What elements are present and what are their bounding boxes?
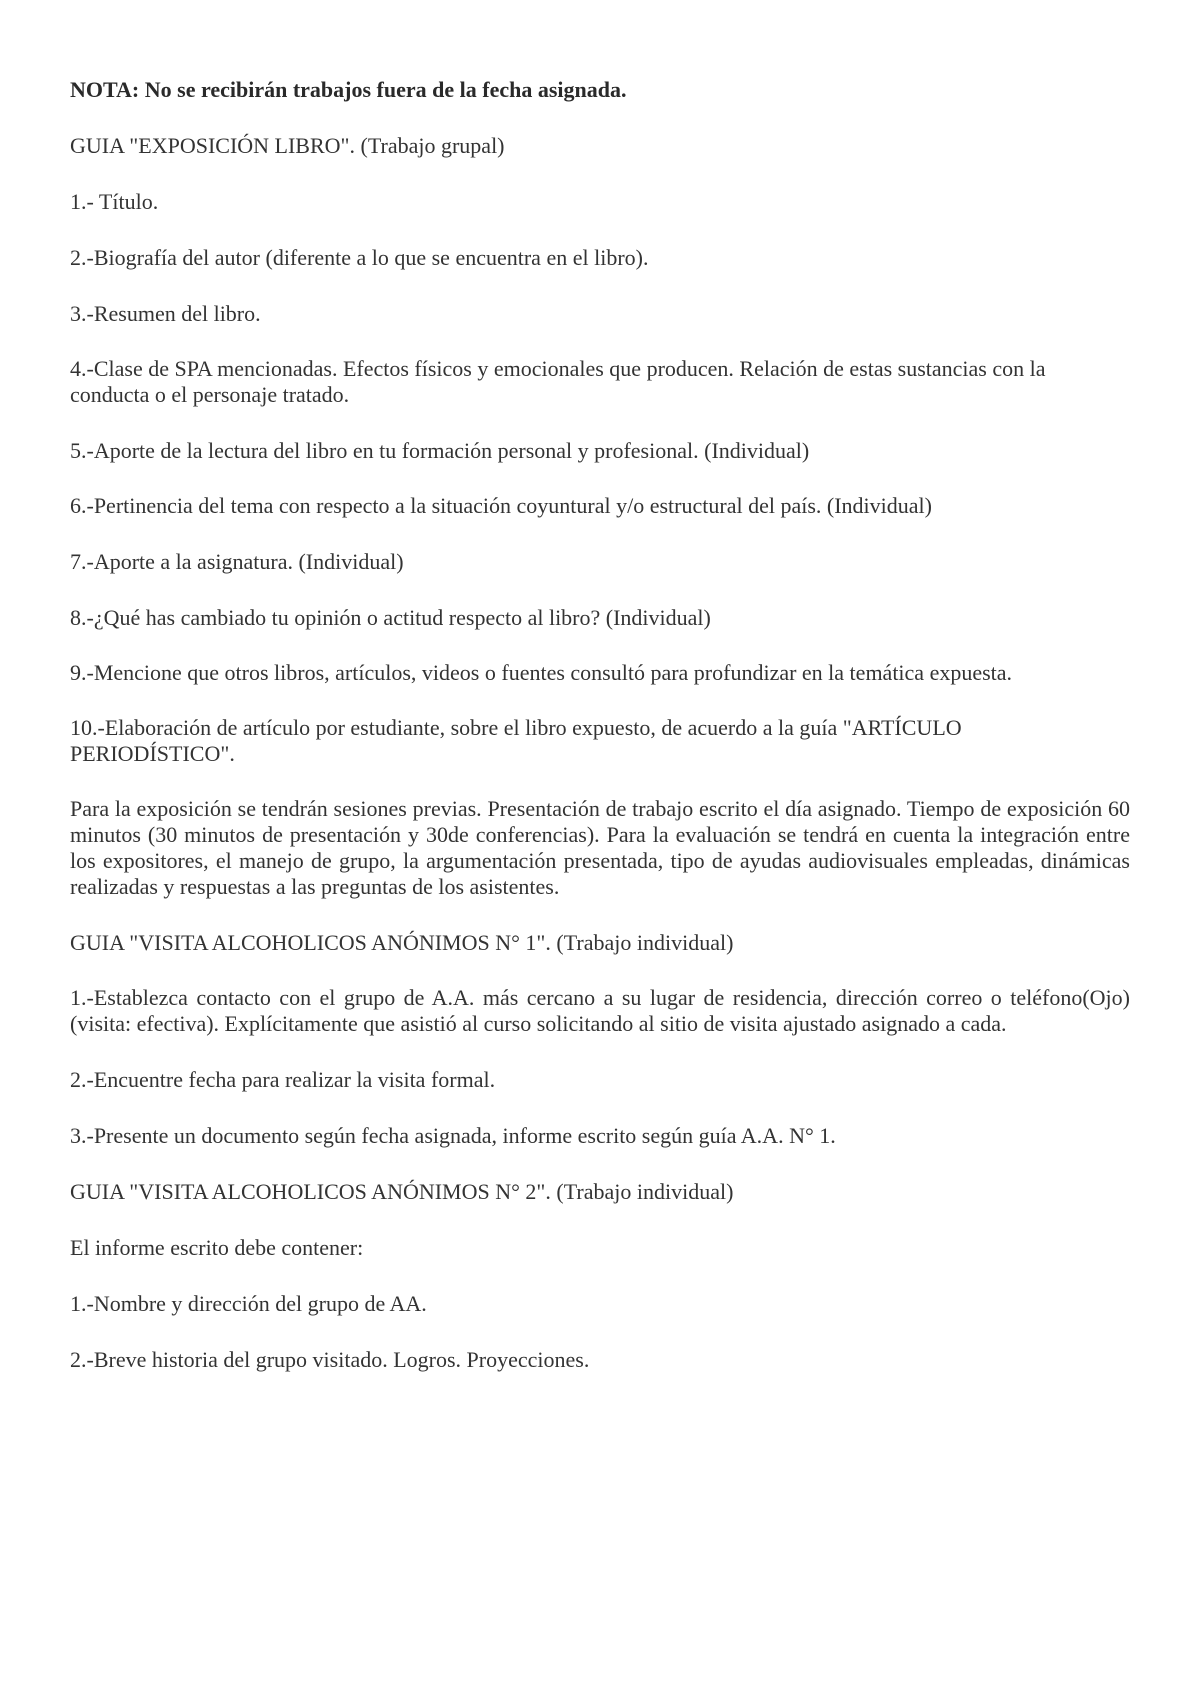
list-item: 3.-Presente un documento según fecha asignada, informe escrito según guía A.A. N° 1. <box>70 1123 836 1148</box>
list-item: 1.- Título. <box>70 189 159 214</box>
section-heading-visita-1: GUIA "VISITA ALCOHOLICOS ANÓNIMOS N° 1". (Trabajo individual) <box>70 930 734 955</box>
list-item: 2.-Biografía del autor (diferente a lo que se encuentra en el libro). <box>70 245 649 270</box>
list-item: 1.-Establezca contacto con el grupo de A.A. más cercano a su lugar de residencia, dirección correo o teléfono(Ojo)(visita: efectiva). Explícitamente que asistió al curso solicitando al sitio de visita ajustado asignado a cada. <box>70 985 1130 1036</box>
visita-2-intro: El informe escrito debe contener: <box>70 1235 364 1260</box>
list-item: 8.-¿Qué has cambiado tu opinión o actitud respecto al libro? (Individual) <box>70 605 711 630</box>
list-item: 3.-Resumen del libro. <box>70 301 261 326</box>
list-item: 4.-Clase de SPA mencionadas. Efectos físicos y emocionales que producen. Relación de estas sustancias con la conducta o el personaje tratado. <box>70 356 1046 407</box>
exposicion-closing-paragraph: Para la exposición se tendrán sesiones previas. Presentación de trabajo escrito el día asignado. Tiempo de exposición 60 minutos (30 minutos de presentación y 30de conferencias). Para la evaluación se tendrá en cuenta la integración entre los expositores, el manejo de grupo, la argumentación presentada, tipo de ayudas audiovisuales empleadas, dinámicas realizadas y respuestas a las preguntas de los asistentes. <box>70 796 1130 899</box>
list-item: 10.-Elaboración de artículo por estudiante, sobre el libro expuesto, de acuerdo a la guía "ARTÍCULO PERIODÍSTICO". <box>70 715 962 766</box>
list-item: 5.-Aporte de la lectura del libro en tu formación personal y profesional. (Individual) <box>70 438 810 463</box>
nota-line: NOTA: No se recibirán trabajos fuera de la fecha asignada. <box>70 77 627 102</box>
list-item: 7.-Aporte a la asignatura. (Individual) <box>70 549 404 574</box>
list-item: 2.-Encuentre fecha para realizar la visita formal. <box>70 1067 496 1092</box>
list-item: 6.-Pertinencia del tema con respecto a la situación coyuntural y/o estructural del país. (Individual) <box>70 493 932 518</box>
list-item: 9.-Mencione que otros libros, artículos, videos o fuentes consultó para profundizar en la temática expuesta. <box>70 660 1013 685</box>
list-item: 1.-Nombre y dirección del grupo de AA. <box>70 1291 427 1316</box>
section-heading-visita-2: GUIA "VISITA ALCOHOLICOS ANÓNIMOS N° 2". (Trabajo individual) <box>70 1179 734 1204</box>
section-heading-exposicion: GUIA "EXPOSICIÓN LIBRO". (Trabajo grupal) <box>70 133 505 158</box>
document-page <box>70 76 1130 1402</box>
list-item: 2.-Breve historia del grupo visitado. Logros. Proyecciones. <box>70 1347 590 1372</box>
